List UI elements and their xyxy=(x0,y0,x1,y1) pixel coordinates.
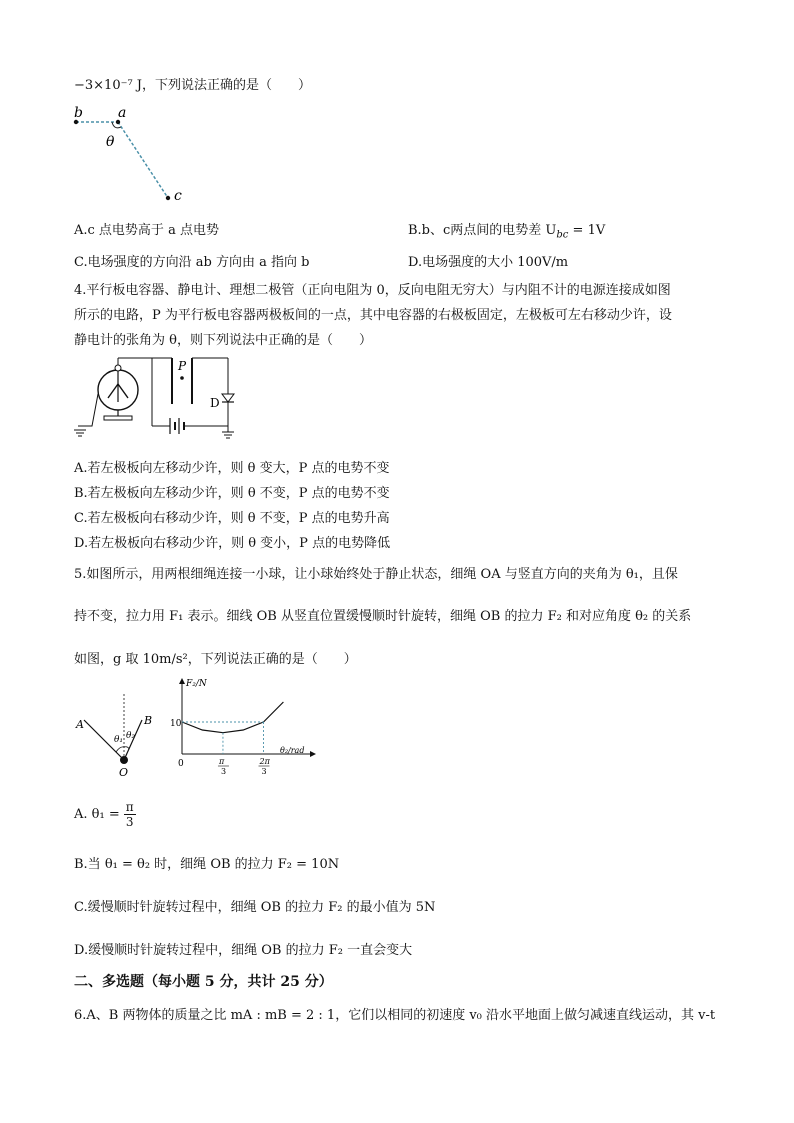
q3-option-b-tail: = 1V xyxy=(568,223,606,238)
q4-circuit-figure xyxy=(72,354,244,446)
q3-figure xyxy=(70,100,190,210)
q3-option-b-sub: bc xyxy=(556,229,569,241)
q5-stem-line-3: 如图，g 取 10m/s²，下列说法正确的是（ ） xyxy=(74,652,357,667)
q5-rope-figure xyxy=(74,692,164,782)
x-tick-1-num: π xyxy=(218,757,225,766)
q5-option-a-denominator: 3 xyxy=(125,815,134,829)
chart-xlabel: θ₂/rad xyxy=(280,746,305,755)
q6-stem-line-1: 6.A、B 两物体的质量之比 mA : mB = 2 : 1，它们以相同的初速度 v₀ 沿水平地面上做匀减速直线运动，其 v-t xyxy=(74,1008,716,1023)
q4-option-b: B.若左极板向左移动少许，则 θ 不变，P 点的电势不变 xyxy=(74,486,390,501)
diode-label: D xyxy=(210,396,220,410)
q5-stem-line-1: 5.如图所示，用两根细绳连接一小球，让小球始终处于静止状态，细绳 OA 与竖直方向的夹角为 θ₁，且保 xyxy=(74,567,678,582)
rope-b-label: B xyxy=(144,714,153,727)
q3-option-b xyxy=(408,219,605,241)
q4-stem-line-1: 4.平行板电容器、静电计、理想二极管（正向电阻为 0，反向电阻无穷大）与内阻不计的电源连接成如图 xyxy=(74,283,671,298)
theta1-label: θ₁ xyxy=(114,735,124,745)
q4-stem-line-3: 静电计的张角为 θ，则下列说法中正确的是（ ） xyxy=(74,333,372,348)
q4-option-c: C.若左极板向右移动少许，则 θ 不变，P 点的电势升高 xyxy=(74,511,390,526)
q3-option-b-text: B.b、c两点间的电势差 U xyxy=(408,223,557,238)
q4-option-d: D.若左极板向右移动少许，则 θ 变小，P 点的电势降低 xyxy=(74,536,391,551)
f2-curve xyxy=(182,702,283,733)
point-b-label: b xyxy=(74,105,83,121)
q5-option-c: C.缓慢顺时针旋转过程中，细绳 OB 的拉力 F₂ 的最小值为 5N xyxy=(74,900,436,915)
q3-intro-line: −3×10⁻⁷ J，下列说法正确的是（ ） xyxy=(74,78,312,93)
q5-option-d: D.缓慢顺时针旋转过程中，细绳 OB 的拉力 F₂ 一直会变大 xyxy=(74,943,413,958)
point-c-label: c xyxy=(174,188,182,204)
angle-theta-label: θ xyxy=(106,134,115,150)
q3-option-a: A.c 点电势高于 a 点电势 xyxy=(74,223,219,238)
chart-ylabel: F₂/N xyxy=(186,679,207,689)
point-p-label: P xyxy=(178,359,187,373)
q3-option-c: C.电场强度的方向沿 ab 方向由 a 指向 b xyxy=(74,255,310,270)
x-tick-0: 0 xyxy=(178,759,184,769)
section-2-heading: 二、多选题（每小题 5 分，共计 25 分） xyxy=(74,974,333,990)
q5-option-a-fraction xyxy=(124,800,136,829)
q4-option-a: A.若左极板向左移动少许，则 θ 变大，P 点的电势不变 xyxy=(74,461,390,476)
theta2-label: θ₂ xyxy=(126,731,136,741)
rope-a-label: A xyxy=(76,718,84,731)
point-a-label: a xyxy=(118,105,127,121)
x-tick-2-den: 3 xyxy=(261,767,267,776)
x-tick-1-den: 3 xyxy=(220,767,227,776)
point-o-label: O xyxy=(119,766,129,779)
q5-option-a xyxy=(74,800,136,829)
y-tick-10: 10 xyxy=(170,719,182,729)
q5-f2-theta-chart xyxy=(170,676,320,776)
q5-option-a-prefix: A. θ₁ = xyxy=(74,807,120,822)
q4-stem-line-2: 所示的电路，P 为平行板电容器两极板间的一点，其中电容器的右极板固定，左极板可左右移动少许，设 xyxy=(74,308,672,323)
q5-option-b: B.当 θ₁ = θ₂ 时，细绳 OB 的拉力 F₂ = 10N xyxy=(74,857,340,872)
q3-option-d: D.电场强度的大小 100V/m xyxy=(408,255,569,270)
x-tick-2-num: 2π xyxy=(259,757,270,766)
q5-stem-line-2: 持不变，拉力用 F₁ 表示。细线 OB 从竖直位置缓慢顺时针旋转，细绳 OB 的拉力 F₂ 和对应角度 θ₂ 的关系 xyxy=(74,609,692,624)
q5-option-a-numerator: π xyxy=(125,800,134,814)
